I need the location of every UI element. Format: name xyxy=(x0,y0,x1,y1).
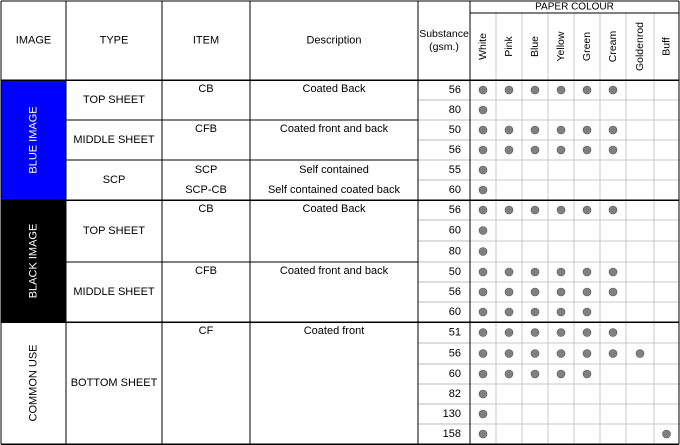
substance-value: 80 xyxy=(448,245,461,258)
availability-dot-blue xyxy=(531,206,539,214)
availability-dot-green xyxy=(583,370,591,378)
item-label: CF xyxy=(198,324,214,337)
type-label: TOP SHEET xyxy=(83,224,145,237)
availability-dot-cream xyxy=(609,126,617,134)
availability-dot-blue xyxy=(531,329,539,337)
availability-dot-white xyxy=(479,206,487,214)
availability-dot-cream xyxy=(609,288,617,296)
description-label: Coated front and back xyxy=(279,264,389,277)
availability-dot-yellow xyxy=(557,350,565,358)
availability-dot-buff xyxy=(663,430,671,438)
availability-dot-pink xyxy=(505,268,513,276)
header-colour-white: White xyxy=(476,33,489,60)
availability-dot-green xyxy=(583,146,591,154)
description-label: Coated Back xyxy=(302,202,366,215)
header-substance-unit: (gsm.) xyxy=(429,40,459,53)
substance-value: 60 xyxy=(448,305,461,318)
substance-value: 56 xyxy=(448,203,461,216)
availability-dot-green xyxy=(583,126,591,134)
availability-dot-blue xyxy=(531,146,539,154)
availability-dot-blue xyxy=(531,350,539,358)
availability-dot-pink xyxy=(505,206,513,214)
type-label: TOP SHEET xyxy=(83,93,145,106)
header-item: ITEM xyxy=(192,34,220,47)
availability-dot-white xyxy=(479,86,487,94)
availability-dot-yellow xyxy=(557,206,565,214)
availability-dot-blue xyxy=(531,126,539,134)
availability-dot-pink xyxy=(505,288,513,296)
header-colour-cream: Cream xyxy=(606,30,619,63)
availability-dot-white xyxy=(479,268,487,276)
availability-dot-green xyxy=(583,268,591,276)
type-label: BOTTOM SHEET xyxy=(70,376,158,389)
availability-dot-green xyxy=(583,86,591,94)
substance-value: 56 xyxy=(448,83,461,96)
availability-dot-blue xyxy=(531,308,539,316)
availability-dot-pink xyxy=(505,308,513,316)
availability-dot-blue xyxy=(531,268,539,276)
substance-value: 80 xyxy=(448,103,461,116)
substance-value: 51 xyxy=(448,326,461,339)
availability-dot-pink xyxy=(505,146,513,154)
availability-dot-pink xyxy=(505,350,513,358)
availability-dot-pink xyxy=(505,86,513,94)
availability-dot-white xyxy=(479,126,487,134)
description-label: Self contained coated back xyxy=(267,183,401,196)
substance-value: 56 xyxy=(448,285,461,298)
availability-dot-white xyxy=(479,390,487,398)
availability-dot-yellow xyxy=(557,308,565,316)
availability-dot-white xyxy=(479,248,487,256)
header-type: TYPE xyxy=(99,34,129,47)
availability-dot-cream xyxy=(609,268,617,276)
availability-dot-white xyxy=(479,430,487,438)
availability-dot-cream xyxy=(609,86,617,94)
type-label: SCP xyxy=(102,173,126,186)
description-label: Coated front xyxy=(303,324,365,337)
type-label: MIDDLE SHEET xyxy=(73,133,155,146)
description-label: Coated Back xyxy=(302,82,366,95)
availability-dot-yellow xyxy=(557,370,565,378)
group-label-blue-image: BLUE IMAGE xyxy=(27,106,40,174)
availability-dot-blue xyxy=(531,370,539,378)
availability-dot-white xyxy=(479,370,487,378)
availability-dot-white xyxy=(479,227,487,235)
item-label: CFB xyxy=(195,122,217,135)
availability-dot-white xyxy=(479,329,487,337)
item-label: CFB xyxy=(195,264,217,277)
header-substance: Substance xyxy=(419,27,469,40)
availability-dot-green xyxy=(583,329,591,337)
header-colour-goldenrod: Goldenrod xyxy=(633,21,646,72)
header-colour-pink: Pink xyxy=(502,36,515,57)
availability-dot-pink xyxy=(505,126,513,134)
header-colour-green: Green xyxy=(580,31,593,62)
header-colour-yellow: Yellow xyxy=(554,31,567,62)
availability-dot-yellow xyxy=(557,329,565,337)
substance-value: 56 xyxy=(448,143,461,156)
availability-dot-green xyxy=(583,308,591,316)
item-label: CB xyxy=(198,202,214,215)
substance-value: 56 xyxy=(448,347,461,360)
availability-dot-white xyxy=(479,288,487,296)
availability-dot-cream xyxy=(609,350,617,358)
item-label: SCP-CB xyxy=(185,183,227,196)
availability-dot-green xyxy=(583,350,591,358)
availability-dot-white xyxy=(479,308,487,316)
availability-dot-yellow xyxy=(557,146,565,154)
availability-dot-yellow xyxy=(557,268,565,276)
substance-value: 50 xyxy=(448,123,461,136)
substance-value: 55 xyxy=(448,163,461,176)
availability-dot-white xyxy=(479,410,487,418)
header-description: Description xyxy=(306,34,362,47)
availability-dot-yellow xyxy=(557,288,565,296)
availability-dot-pink xyxy=(505,370,513,378)
substance-value: 60 xyxy=(448,183,461,196)
substance-value: 82 xyxy=(448,387,461,400)
item-label: SCP xyxy=(194,163,218,176)
availability-dot-yellow xyxy=(557,126,565,134)
availability-dot-white xyxy=(479,186,487,194)
availability-dot-white xyxy=(479,166,487,174)
substance-value: 158 xyxy=(442,427,461,440)
group-label-black-image: BLACK IMAGE xyxy=(27,223,40,299)
availability-dot-cream xyxy=(609,146,617,154)
availability-dot-white xyxy=(479,146,487,154)
header-image: IMAGE xyxy=(15,34,52,47)
description-label: Self contained xyxy=(299,163,369,176)
availability-dot-green xyxy=(583,288,591,296)
availability-dot-white xyxy=(479,350,487,358)
availability-dot-yellow xyxy=(557,86,565,94)
availability-dot-blue xyxy=(531,86,539,94)
availability-dot-white xyxy=(479,106,487,114)
item-label: CB xyxy=(198,82,214,95)
availability-dot-cream xyxy=(609,206,617,214)
availability-dot-pink xyxy=(505,329,513,337)
substance-value: 50 xyxy=(448,265,461,278)
availability-dot-blue xyxy=(531,288,539,296)
substance-value: 130 xyxy=(442,407,461,420)
header-paper-colour: PAPER COLOUR xyxy=(535,1,614,13)
description-label: Coated front and back xyxy=(279,122,389,135)
substance-value: 60 xyxy=(448,224,461,237)
header-colour-buff: Buff xyxy=(660,37,673,56)
group-label-common-use: COMMON USE xyxy=(27,344,40,422)
header-colour-blue: Blue xyxy=(528,35,541,58)
availability-dot-goldenrod xyxy=(636,350,644,358)
availability-dot-cream xyxy=(609,329,617,337)
type-label: MIDDLE SHEET xyxy=(73,285,155,298)
substance-value: 60 xyxy=(448,367,461,380)
availability-dot-green xyxy=(583,206,591,214)
